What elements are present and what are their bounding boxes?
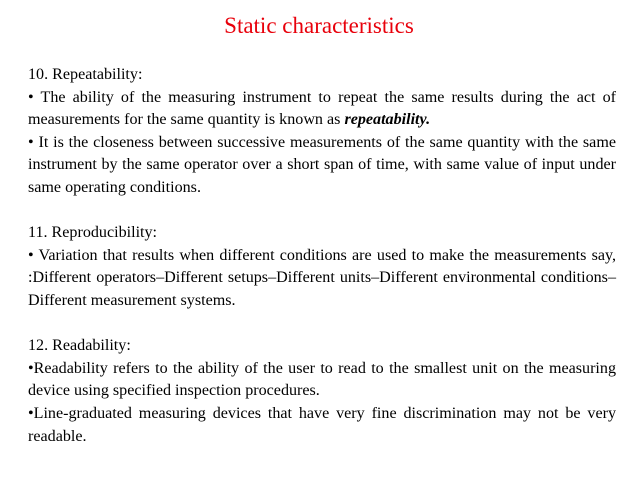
bullet-text: • Variation that results when different conditions are used to make the measurements say, :Different operators–Different setups–Different units–Different environmental conditions–Different measurement systems. [28,246,616,309]
slide-title: Static characteristics [224,13,414,38]
slide-body [28,64,616,448]
section-readability [28,335,616,448]
spacer [28,313,616,336]
section-reproducibility [28,222,616,312]
section-heading: 12. Readability: [28,337,131,355]
bullet-text-body: • The ability of the measuring instrument to repeat the same results during the act of measurements for the same quantity is known as [28,88,616,129]
spacer [28,200,616,223]
section-repeatability [28,64,616,200]
bullet-text: • It is the closeness between successive measurements of the same quantity with the same instrument by the same operator over a short span of time, with same value of input under same operating conditions. [28,133,616,196]
section-heading: 10. Repeatability: [28,66,143,83]
bullet-text [28,87,616,132]
emphasis-term: repeatability. [344,111,431,129]
bullet-text: •Line-graduated measuring devices that have very fine discrimination may not be very readable. [28,404,616,445]
section-heading: 11. Reproducibility: [28,224,158,242]
bullet-text: •Readability refers to the ability of the user to read to the smallest unit on the measuring device using specified inspection procedures. [28,359,616,400]
